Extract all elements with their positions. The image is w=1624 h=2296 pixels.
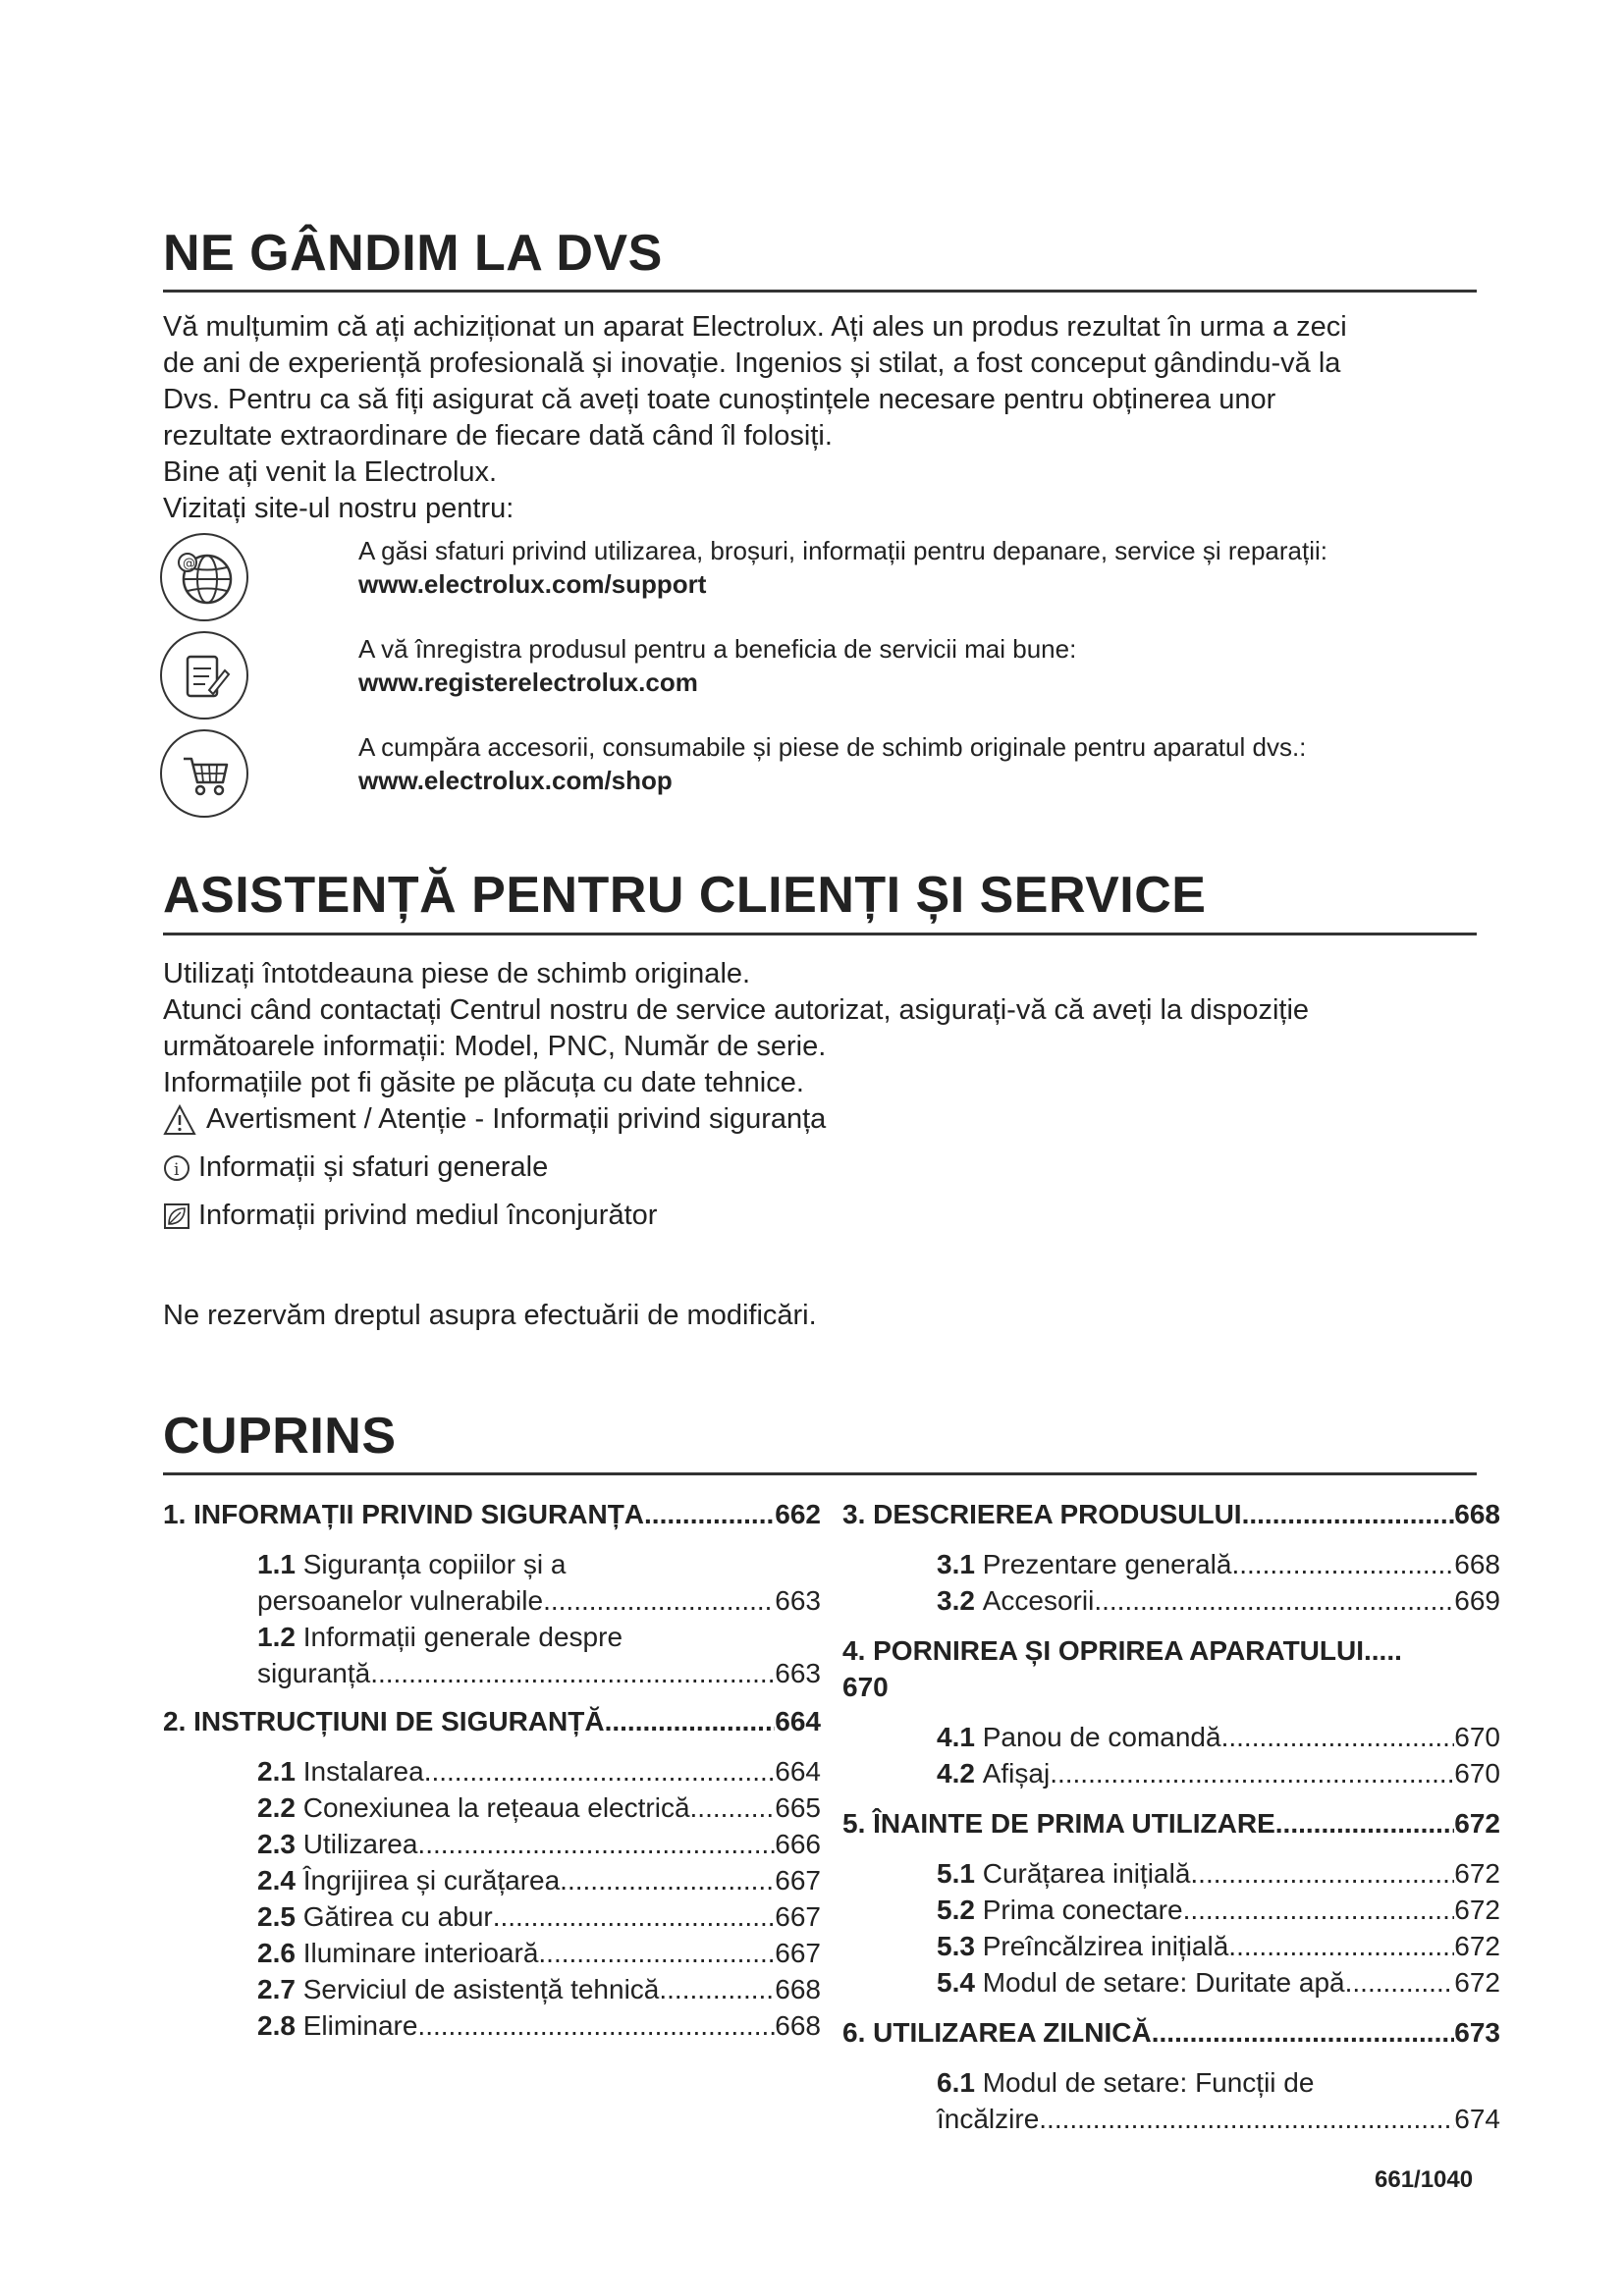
- legend-info: [163, 1149, 826, 1186]
- toc-entries-2: [163, 1753, 821, 2044]
- toc-entry[interactable]: [257, 1789, 821, 1826]
- toc-num: 3.2: [937, 1585, 975, 1616]
- service-shop: [358, 730, 1488, 797]
- support-paragraph: [163, 956, 1479, 1101]
- intro-paragraph: [163, 309, 1479, 527]
- toc-page: 667: [775, 1938, 821, 1968]
- toc-entry[interactable]: [257, 1826, 821, 1862]
- toc-entries-3: [842, 1546, 1500, 1619]
- toc-num: 2.6: [257, 1938, 296, 1968]
- toc-entries-5: [842, 1855, 1500, 2001]
- service-link-shop[interactable]: www.electrolux.com/shop: [358, 766, 673, 795]
- toc-text: Îngrijirea și curățarea: [302, 1865, 561, 1896]
- toc-text: Prezentare generală: [982, 1549, 1232, 1579]
- svg-text:@: @: [183, 557, 195, 571]
- toc-entry[interactable]: [937, 1719, 1500, 1755]
- toc-chapter-label: 6. UTILIZAREA ZILNICĂ: [842, 2017, 1152, 2048]
- toc-entry[interactable]: [937, 1855, 1500, 1892]
- svg-text:i: i: [174, 1159, 180, 1180]
- section-title-ne-gandim: NE GÂNDIM LA DVS: [163, 225, 663, 282]
- toc-num: 2.2: [257, 1792, 296, 1823]
- toc-text: încălzire: [937, 2104, 1040, 2134]
- toc-num: 4.1: [937, 1722, 975, 1752]
- toc-text: persoanelor vulnerabile: [257, 1585, 544, 1616]
- toc-entry-1-1[interactable]: [163, 1546, 821, 1619]
- toc-page: 668: [775, 1974, 821, 2004]
- toc-page: 663: [775, 1585, 821, 1616]
- toc-text: Informații generale despre: [302, 1622, 623, 1652]
- intro-line: Dvs. Pentru ca să fiți asigurat că aveți toate cunoștințele necesare pentru obținerea unor: [163, 384, 1276, 415]
- support-line: următoarele informații: Model, PNC, Număr de serie.: [163, 1031, 827, 1062]
- section-divider: [163, 1472, 1477, 1475]
- toc-page: 669: [1454, 1585, 1500, 1616]
- toc-num: 5.4: [937, 1967, 975, 1998]
- toc-chapter-label: 3. DESCRIEREA PRODUSULUI: [842, 1499, 1242, 1529]
- legend-text: Avertisment / Atenție - Informații privind siguranța: [206, 1103, 827, 1135]
- toc-page: 670: [842, 1672, 889, 1702]
- toc-page: 668: [1454, 1549, 1500, 1579]
- toc-chapter-3[interactable]: [842, 1496, 1500, 1532]
- toc-num: 2.7: [257, 1974, 296, 2004]
- toc-page: 672: [1454, 1895, 1500, 1925]
- toc-chapter-label: 4. PORNIREA ȘI OPRIREA APARATULUI.....: [842, 1635, 1402, 1666]
- toc-text: Modul de setare: Duritate apă: [982, 1967, 1345, 1998]
- symbol-legend: [163, 1101, 826, 1234]
- toc-text: Instalarea: [302, 1756, 424, 1787]
- toc-page: 672: [1454, 1931, 1500, 1961]
- globe-icon: [160, 533, 248, 621]
- section-title-cuprins: CUPRINS: [163, 1408, 397, 1465]
- service-support: [358, 534, 1488, 601]
- toc-entry[interactable]: [937, 1546, 1500, 1582]
- toc-entry[interactable]: [257, 2007, 821, 2044]
- toc-chapter-label: 5. ÎNAINTE DE PRIMA UTILIZARE: [842, 1808, 1275, 1839]
- service-text: A găsi sfaturi privind utilizarea, broșuri, informații pentru depanare, service și reparații:: [358, 536, 1328, 565]
- toc-num: 2.1: [257, 1756, 296, 1787]
- toc-text: Siguranța copiilor și a: [302, 1549, 567, 1579]
- intro-line: Bine ați venit la Electrolux.: [163, 456, 498, 488]
- toc-page: 663: [775, 1658, 821, 1688]
- toc-page: 664: [775, 1706, 821, 1736]
- toc-text: Modul de setare: Funcții de: [982, 2067, 1315, 2098]
- toc-chapter-4[interactable]: [842, 1632, 1500, 1705]
- toc-chapter-6[interactable]: [842, 2014, 1500, 2051]
- intro-line: Vizitați site-ul nostru pentru:: [163, 493, 514, 524]
- toc-num: 3.1: [937, 1549, 975, 1579]
- toc-num: 5.1: [937, 1858, 975, 1889]
- intro-line: de ani de experiență profesională și inovație. Ingenios și stilat, a fost conceput gândindu-vă la: [163, 347, 1341, 379]
- service-text: A cumpăra accesorii, consumabile și piese de schimb originale pentru aparatul dvs.:: [358, 732, 1307, 762]
- rights-note: Ne rezervăm dreptul asupra efectuării de modificări.: [163, 1300, 817, 1331]
- toc-num: 6.1: [937, 2067, 975, 2098]
- toc-num: 5.3: [937, 1931, 975, 1961]
- toc-chapter-label: 1. INFORMAȚII PRIVIND SIGURANȚA: [163, 1499, 645, 1529]
- toc-entry[interactable]: [937, 1964, 1500, 2001]
- legend-environment: [163, 1198, 826, 1234]
- toc-entry[interactable]: [937, 1582, 1500, 1619]
- toc-page: 668: [1454, 1499, 1500, 1529]
- toc-num: 1.1: [257, 1549, 296, 1579]
- legend-text: Informații privind mediul înconjurător: [198, 1200, 658, 1231]
- toc-page: 672: [1454, 1967, 1500, 1998]
- toc-page: 664: [775, 1756, 821, 1787]
- warning-icon: [163, 1103, 196, 1137]
- support-line: Atunci când contactați Centrul nostru de service autorizat, asigurați-vă că aveți la dispoziție: [163, 994, 1310, 1026]
- toc-page: 672: [1454, 1858, 1500, 1889]
- toc-chapter-5[interactable]: [842, 1805, 1500, 1842]
- toc-num: 2.8: [257, 2010, 296, 2041]
- toc-right-column: [842, 1496, 1500, 2137]
- toc-text: Utilizarea: [302, 1829, 418, 1859]
- support-line: Informațiile pot fi găsite pe plăcuța cu date tehnice.: [163, 1067, 804, 1098]
- toc-text: Iluminare interioară: [302, 1938, 539, 1968]
- service-text: A vă înregistra produsul pentru a beneficia de servicii mai bune:: [358, 634, 1077, 664]
- toc-num: 2.3: [257, 1829, 296, 1859]
- section-divider: [163, 933, 1477, 935]
- toc-page: 668: [775, 2010, 821, 2041]
- legend-text: Informații și sfaturi generale: [198, 1151, 549, 1183]
- toc-num: 4.2: [937, 1758, 975, 1789]
- intro-line: Vă mulțumim că ați achiziționat un aparat Electrolux. Ați ales un produs rezultat în urma a zeci: [163, 311, 1347, 343]
- toc-page: 670: [1454, 1722, 1500, 1752]
- toc-entry[interactable]: [937, 1928, 1500, 1964]
- toc-num: 1.2: [257, 1622, 296, 1652]
- leaf-icon: [163, 1200, 190, 1233]
- support-line: Utilizați întotdeauna piese de schimb originale.: [163, 958, 751, 989]
- toc-page: 670: [1454, 1758, 1500, 1789]
- toc-page: 667: [775, 1865, 821, 1896]
- toc-entry[interactable]: [937, 1892, 1500, 1928]
- toc-entry-1-2[interactable]: [163, 1619, 821, 1691]
- service-link-register[interactable]: www.registerelectrolux.com: [358, 667, 698, 697]
- toc-entry[interactable]: [257, 1898, 821, 1935]
- legend-warning: [163, 1101, 826, 1138]
- toc-entry[interactable]: [257, 1971, 821, 2007]
- toc-chapter-2[interactable]: [163, 1703, 821, 1739]
- toc-text: Afișaj: [982, 1758, 1051, 1789]
- service-link-support[interactable]: www.electrolux.com/support: [358, 569, 707, 599]
- toc-text: Panou de comandă: [982, 1722, 1221, 1752]
- toc-entry[interactable]: [257, 1935, 821, 1971]
- toc-text: Eliminare: [302, 2010, 418, 2041]
- toc-chapter-label: 2. INSTRUCȚIUNI DE SIGURANȚĂ: [163, 1706, 605, 1736]
- page-number: 661/1040: [1375, 2166, 1474, 2193]
- service-register: [358, 632, 1488, 699]
- toc-page: 662: [775, 1499, 821, 1529]
- section-divider: [163, 290, 1477, 293]
- toc-left-column: [163, 1496, 821, 2044]
- toc-page: 667: [775, 1901, 821, 1932]
- toc-text: Conexiunea la rețeaua electrică: [302, 1792, 690, 1823]
- toc-page: 673: [1454, 2017, 1500, 2048]
- intro-line: rezultate extraordinare de fiecare dată când îl folosiți.: [163, 420, 833, 452]
- toc-text: Preîncălzirea inițială: [982, 1931, 1229, 1961]
- toc-text: Curățarea inițială: [982, 1858, 1191, 1889]
- toc-num: 5.2: [937, 1895, 975, 1925]
- toc-text: Serviciul de asistență tehnică: [302, 1974, 660, 2004]
- toc-text: Accesorii: [982, 1585, 1095, 1616]
- section-title-asistenta: ASISTENȚĂ PENTRU CLIENȚI ȘI SERVICE: [163, 867, 1207, 924]
- toc-text: siguranță: [257, 1658, 371, 1688]
- toc-entries-4: [842, 1719, 1500, 1791]
- toc-page: 674: [1454, 2104, 1500, 2134]
- toc-text: Gătirea cu abur: [302, 1901, 493, 1932]
- info-icon: [163, 1151, 190, 1185]
- toc-entry[interactable]: [937, 1755, 1500, 1791]
- toc-entry-6-1[interactable]: [842, 2064, 1500, 2137]
- toc-page: 665: [775, 1792, 821, 1823]
- toc-text: Prima conectare: [982, 1895, 1183, 1925]
- toc-page: 672: [1454, 1808, 1500, 1839]
- shopping-cart-icon: [160, 729, 248, 818]
- register-icon: [160, 631, 248, 720]
- toc-num: 2.4: [257, 1865, 296, 1896]
- toc-entry[interactable]: [257, 1753, 821, 1789]
- toc-entry[interactable]: [257, 1862, 821, 1898]
- toc-page: 666: [775, 1829, 821, 1859]
- toc-num: 2.5: [257, 1901, 296, 1932]
- toc-chapter-1[interactable]: [163, 1496, 821, 1532]
